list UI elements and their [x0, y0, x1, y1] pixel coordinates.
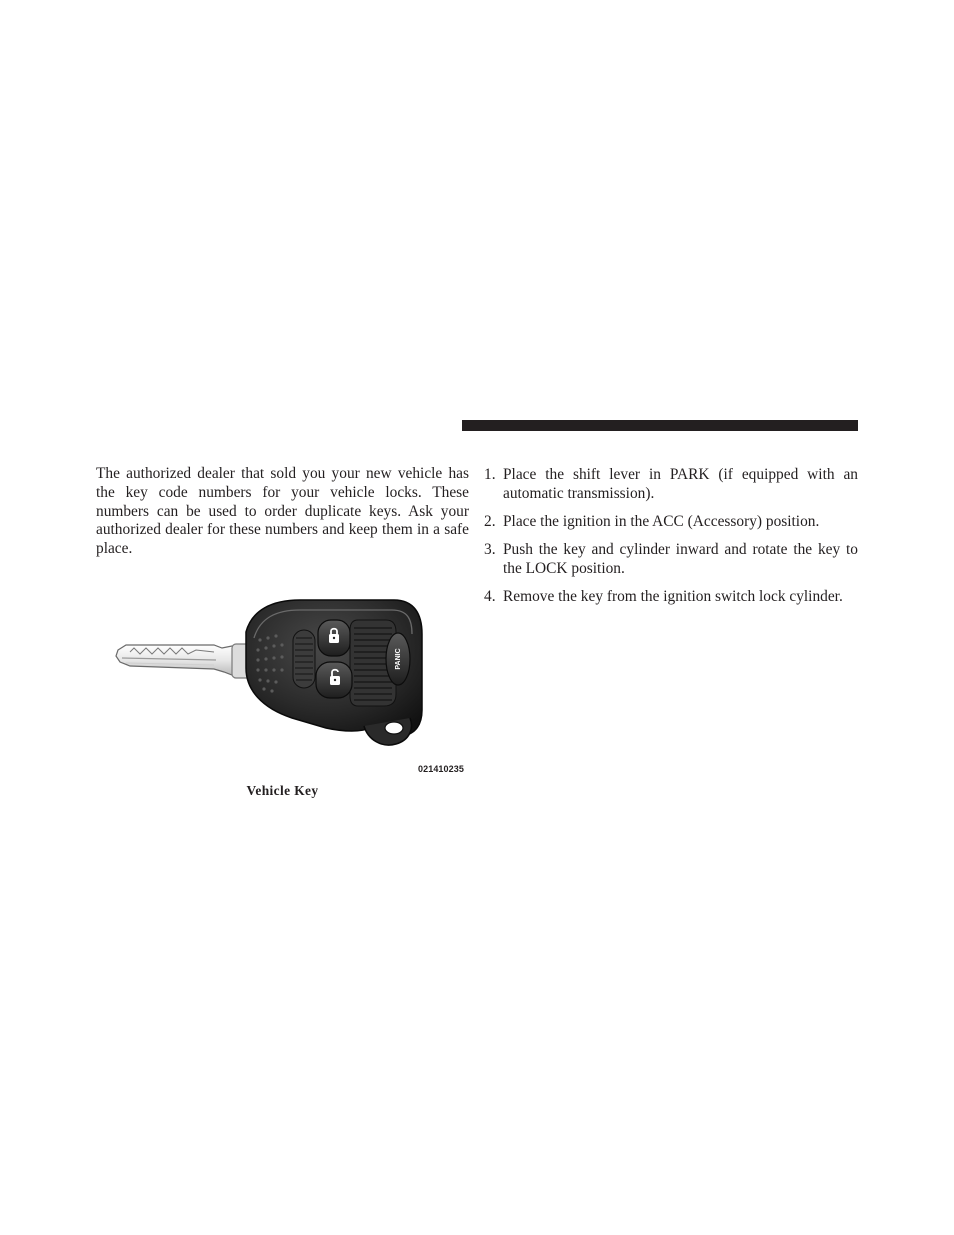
step-text: Push the key and cylinder inward and rotate the key to the LOCK position.: [503, 541, 858, 577]
step-number: 3.: [484, 541, 496, 559]
panic-button: [386, 633, 410, 685]
unlock-button: [316, 662, 352, 698]
step-text: Place the ignition in the ACC (Accessory) position.: [503, 512, 820, 530]
step-item: [484, 513, 858, 532]
vehicle-key-illustration: [96, 568, 469, 778]
panic-label: PANIC: [394, 648, 402, 670]
step-item: [484, 466, 858, 504]
vehicle-key-figure: [96, 568, 469, 783]
figure-code: 021410235: [418, 764, 464, 774]
step-text: Remove the key from the ignition switch lock cylinder.: [503, 588, 843, 606]
procedure-steps: [484, 466, 858, 616]
step-number: 1.: [484, 466, 496, 483]
step-number: 2.: [484, 512, 496, 530]
section-header-bar: [462, 420, 858, 431]
key-blade: [116, 644, 254, 678]
intro-paragraph: The authorized dealer that sold you your new vehicle has the key code numbers for your vehicle locks. These numbers can be used to order duplicate keys. Ask your authorized dealer for these numbers and keep them in a safe place.: [96, 465, 469, 558]
step-item: [484, 588, 858, 607]
step-item: [484, 541, 858, 579]
step-text: Place the shift lever in PARK (if equipped with an automatic transmission).: [503, 466, 858, 502]
step-number: 4.: [484, 588, 496, 606]
figure-caption: Vehicle Key: [246, 783, 319, 798]
lock-button: [318, 620, 350, 656]
